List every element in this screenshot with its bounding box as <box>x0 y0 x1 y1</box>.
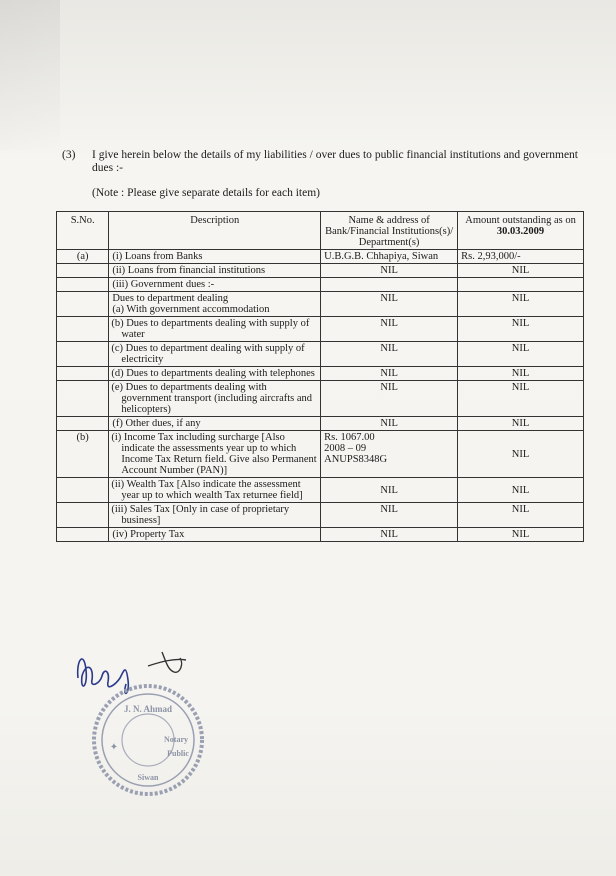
cell-sno <box>57 278 109 292</box>
header-name-address: Name & address of Bank/Financial Institutions(s)/ Department(s) <box>321 212 458 250</box>
table-row <box>57 317 584 342</box>
cell-description: (iii) Government dues :- <box>109 278 321 292</box>
cell-bank: NIL <box>321 264 458 278</box>
cell-description: (ii) Loans from financial institutions <box>109 264 321 278</box>
section-intro-text: I give herein below the details of my liabilities / over dues to public financial institutions and government dues :- <box>92 149 578 174</box>
svg-text:Notary: Notary <box>164 735 188 744</box>
cell-sno: (b) <box>57 431 109 478</box>
header-amount <box>458 212 584 250</box>
cell-sno <box>57 528 109 542</box>
header-amount-label: Amount outstanding as on <box>465 215 576 226</box>
income-tax-amount: Rs. 1067.00 <box>324 432 375 443</box>
table-row <box>57 264 584 278</box>
table-row <box>57 431 584 478</box>
cell-description: (iii) Sales Tax [Only in case of proprietary business] <box>109 503 321 528</box>
cell-sno <box>57 478 109 503</box>
page-corner-shadow <box>0 0 60 150</box>
svg-text:Public: Public <box>167 749 189 758</box>
cell-bank: NIL <box>321 292 458 317</box>
cell-description <box>109 292 321 317</box>
cell-amount: NIL <box>458 367 584 381</box>
table-row <box>57 503 584 528</box>
assessment-year: 2008 – 09 <box>324 443 367 454</box>
cell-amount: NIL <box>458 317 584 342</box>
cell-description: (ii) Wealth Tax [Also indicate the assessment year up to which wealth Tax returnee field] <box>109 478 321 503</box>
header-description: Description <box>109 212 321 250</box>
cell-sno <box>57 503 109 528</box>
table-row <box>57 381 584 417</box>
cell-bank: NIL <box>321 317 458 342</box>
liabilities-table <box>56 211 584 542</box>
cell-sno <box>57 264 109 278</box>
cell-amount: NIL <box>458 417 584 431</box>
svg-text:✦: ✦ <box>109 742 119 753</box>
cell-bank <box>321 431 458 478</box>
table-row <box>57 367 584 381</box>
cell-sno <box>57 367 109 381</box>
cell-amount: NIL <box>458 528 584 542</box>
notary-seal-stamp-icon <box>88 680 208 800</box>
header-sno: S.No. <box>57 212 109 250</box>
cell-description: (b) Dues to departments dealing with supply of water <box>109 317 321 342</box>
cell-description: (i) Loans from Banks <box>109 250 321 264</box>
cell-bank: NIL <box>321 503 458 528</box>
table-row <box>57 342 584 367</box>
cell-sno <box>57 381 109 417</box>
cell-amount: NIL <box>458 342 584 367</box>
svg-text:Siwan: Siwan <box>137 773 159 782</box>
cell-description: (f) Other dues, if any <box>109 417 321 431</box>
pan-number: ANUPS8348G <box>324 454 388 465</box>
cell-bank: NIL <box>321 528 458 542</box>
cell-amount: NIL <box>458 292 584 317</box>
cell-description: (d) Dues to departments dealing with telephones <box>109 367 321 381</box>
cell-amount: NIL <box>458 381 584 417</box>
cell-description: (iv) Property Tax <box>109 528 321 542</box>
table-header-row <box>57 212 584 250</box>
cell-description-line1: Dues to department dealing <box>112 293 229 304</box>
table-row <box>57 478 584 503</box>
cell-sno <box>57 317 109 342</box>
cell-amount: NIL <box>458 478 584 503</box>
cell-bank: NIL <box>321 342 458 367</box>
table-row <box>57 528 584 542</box>
cell-amount: NIL <box>458 264 584 278</box>
table-row <box>57 250 584 264</box>
cell-bank <box>321 278 458 292</box>
header-amount-date: 30.03.2009 <box>496 226 545 237</box>
table-row <box>57 417 584 431</box>
cell-bank: NIL <box>321 381 458 417</box>
cell-bank: NIL <box>321 478 458 503</box>
cell-amount: NIL <box>458 503 584 528</box>
cell-amount: Rs. 2,93,000/- <box>458 250 584 264</box>
cell-bank: NIL <box>321 367 458 381</box>
cell-description: (e) Dues to departments dealing with government transport (including aircrafts and helicopters) <box>109 381 321 417</box>
cell-description-line2: (a) With government accommodation <box>112 304 270 315</box>
cell-sno: (a) <box>57 250 109 264</box>
cell-sno <box>57 342 109 367</box>
table-row <box>57 278 584 292</box>
section-number: (3) <box>62 149 76 161</box>
cell-amount <box>458 278 584 292</box>
cell-bank: U.B.G.B. Chhapiya, Siwan <box>321 250 458 264</box>
cell-sno <box>57 417 109 431</box>
cell-description: (i) Income Tax including surcharge [Also indicate the assessments year up to which Income Tax Return field. Give also Permanent Account Number (PAN)] <box>109 431 321 478</box>
cell-bank: NIL <box>321 417 458 431</box>
section-note: (Note : Please give separate details for each item) <box>92 187 320 199</box>
table-row <box>57 292 584 317</box>
svg-text:J. N. Ahmad: J. N. Ahmad <box>123 704 173 714</box>
cell-amount: NIL <box>458 431 584 478</box>
cell-description: (c) Dues to department dealing with supply of electricity <box>109 342 321 367</box>
cell-sno <box>57 292 109 317</box>
